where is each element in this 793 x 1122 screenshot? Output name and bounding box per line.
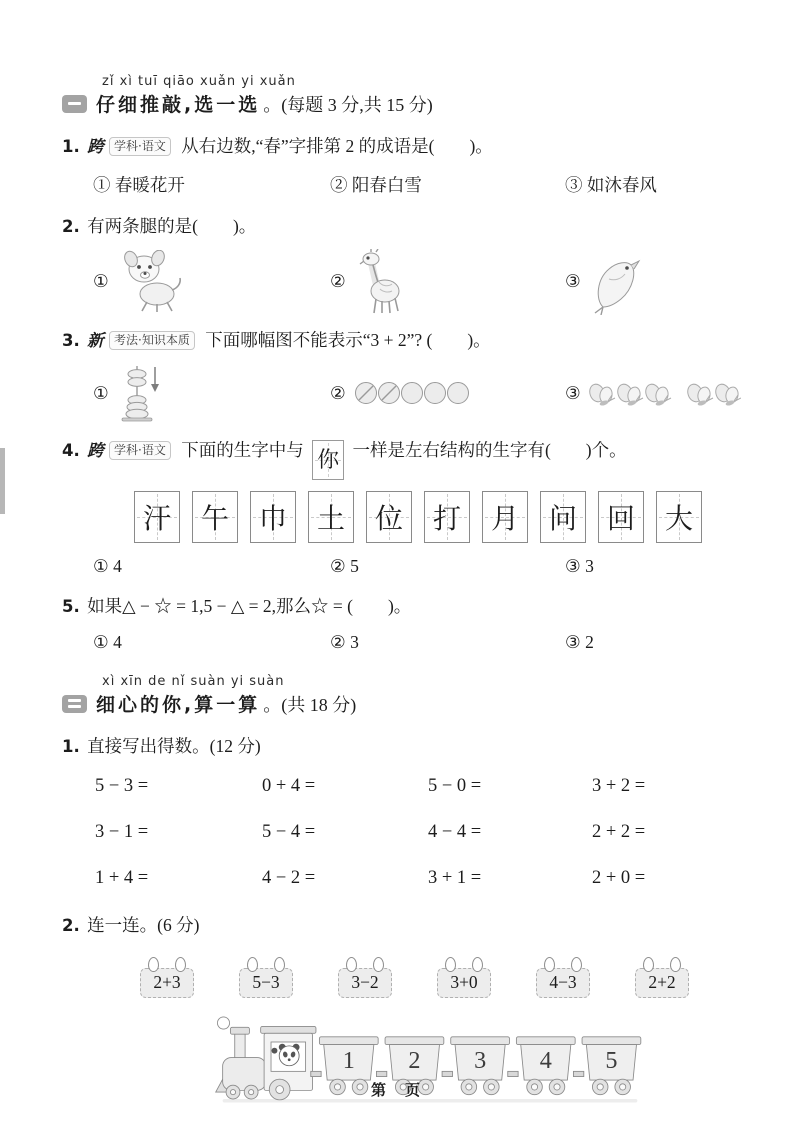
- section1-title: 仔细推敲,选一选: [96, 94, 261, 116]
- match-tags-row: [62, 968, 737, 998]
- crossed-circles-icon: [354, 380, 472, 406]
- question-3-number: 3.: [62, 330, 80, 350]
- option: ② 5: [330, 556, 359, 577]
- question-3-badge-prefix: 新: [87, 330, 104, 350]
- expression-tag: 2+2: [635, 968, 689, 998]
- character-cell: 巾: [250, 491, 296, 543]
- option: ② 3: [330, 632, 359, 653]
- math-problem: 3 + 1 =: [428, 867, 482, 888]
- train-car-number: 1: [342, 1047, 355, 1075]
- train-car-number: 5: [605, 1047, 618, 1075]
- question-2-number: 2.: [62, 217, 80, 237]
- math-problem: 5 − 3 =: [95, 775, 149, 796]
- question-3: [62, 328, 737, 353]
- part2-number: 2.: [62, 915, 80, 935]
- train-car-number: 3: [474, 1047, 487, 1075]
- question-5-number: 5.: [62, 597, 80, 617]
- character-cell: 打: [424, 491, 470, 543]
- option: ③ 2: [565, 632, 594, 653]
- section2-pinyin: xì xīn de nǐ suàn yi suàn: [102, 674, 285, 690]
- character-cell: 位: [366, 491, 412, 543]
- option-mark: ①: [93, 271, 109, 292]
- option-mark: ③: [565, 271, 581, 292]
- calc-part-label: [62, 734, 737, 759]
- section1-score-note: 。(每题 3 分,共 15 分): [263, 94, 433, 115]
- question-2-text: 有两条腿的是( )。: [87, 216, 257, 237]
- cross-subject-badge: 学科·语文: [109, 441, 171, 460]
- butterflies-icon: [589, 377, 741, 409]
- character-cell: 大: [656, 491, 702, 543]
- numeral-two-badge-icon: [62, 695, 87, 713]
- option: ① 4: [93, 556, 122, 577]
- section2-score-note: 。(共 18 分): [263, 694, 357, 715]
- question-5-options: [62, 632, 737, 653]
- question-5: [62, 594, 737, 619]
- expression-tag: 2+3: [140, 968, 194, 998]
- math-problem: 5 − 4 =: [262, 821, 316, 842]
- match-part-label: [62, 913, 737, 938]
- math-problem: 3 − 1 =: [95, 821, 149, 842]
- option-mark: ②: [330, 271, 346, 292]
- option: ② 阳春白雪: [330, 175, 422, 196]
- character-cell: 土: [308, 491, 354, 543]
- question-4: [62, 438, 737, 480]
- math-problem: 4 − 4 =: [428, 821, 482, 842]
- character-grid-row: [134, 491, 737, 543]
- scan-artifact-bar: [0, 448, 5, 514]
- question-4-text-before: 下面的生字中与: [181, 440, 304, 461]
- question-5-text: 如果△ − ☆ = 1,5 − △ = 2,那么☆ = ( )。: [87, 596, 412, 617]
- expression-tag: 3−2: [338, 968, 392, 998]
- expression-tag: 5−3: [239, 968, 293, 998]
- part1-label: 直接写出得数。(12 分): [87, 736, 261, 757]
- question-1-number: 1.: [62, 137, 80, 156]
- question-1-options: [62, 172, 737, 197]
- section2-header: [62, 690, 737, 717]
- option: ① 4: [93, 632, 122, 653]
- question-4-options: [62, 556, 737, 577]
- question-2: [62, 214, 737, 239]
- question-2-figures: [62, 249, 737, 315]
- dog-icon: [117, 250, 189, 314]
- section1-pinyin: zǐ xì tuī qiāo xuǎn yi xuǎn: [102, 74, 296, 89]
- character-cell: 问: [540, 491, 586, 543]
- math-problem: 0 + 4 =: [262, 775, 316, 796]
- math-problem: 5 − 0 =: [428, 775, 482, 796]
- question-1: [62, 134, 737, 159]
- math-problem: 4 − 2 =: [262, 867, 316, 888]
- option: ③ 如沐春风: [565, 175, 657, 196]
- option-mark: ②: [330, 382, 346, 403]
- expression-tag: 3+0: [437, 968, 491, 998]
- question-3-figures: [62, 363, 737, 423]
- character-cell: 回: [598, 491, 644, 543]
- horse-icon: [354, 249, 410, 315]
- new-method-badge: 考法·知识本质: [109, 331, 195, 350]
- option-mark: ①: [93, 382, 109, 403]
- section1-header: [62, 90, 737, 117]
- option-mark: ③: [565, 382, 581, 403]
- question-3-text: 下面哪幅图不能表示“3 + 2”? ( )。: [205, 329, 491, 350]
- option: ① 春暖花开: [93, 175, 185, 196]
- question-1-text: 从右边数,“春”字排第 2 的成语是( )。: [181, 136, 493, 156]
- part2-label: 连一连。(6 分): [87, 914, 200, 935]
- section2-title: 细心的你,算一算: [96, 694, 261, 717]
- question-1-badge-prefix: 跨: [87, 137, 104, 156]
- math-problem: 1 + 4 =: [95, 867, 149, 888]
- bead-stacker-icon: [117, 363, 167, 423]
- math-problem: 2 + 2 =: [592, 821, 646, 842]
- character-cell: 月: [482, 491, 528, 543]
- question-4-number: 4.: [62, 441, 80, 461]
- calc-grid: [62, 776, 737, 889]
- question-4-badge-prefix: 跨: [87, 441, 104, 461]
- math-problem: 2 + 0 =: [592, 867, 646, 888]
- math-problem: 3 + 2 =: [592, 775, 646, 796]
- character-cell: 汗: [134, 491, 180, 543]
- cross-subject-badge: 学科·语文: [109, 137, 171, 156]
- train-car-number: 4: [539, 1047, 552, 1075]
- expression-tag: 4−3: [536, 968, 590, 998]
- option: ③ 3: [565, 556, 594, 577]
- bird-icon: [589, 249, 641, 315]
- page-footer: 第 页: [370, 1081, 422, 1099]
- boxed-character: 你: [312, 440, 344, 480]
- question-4-text-after: 一样是左右结构的生字有( )个。: [352, 440, 627, 461]
- part1-number: 1.: [62, 737, 80, 757]
- numeral-one-badge-icon: [62, 95, 87, 113]
- train-car-number: 2: [408, 1047, 421, 1075]
- character-cell: 午: [192, 491, 238, 543]
